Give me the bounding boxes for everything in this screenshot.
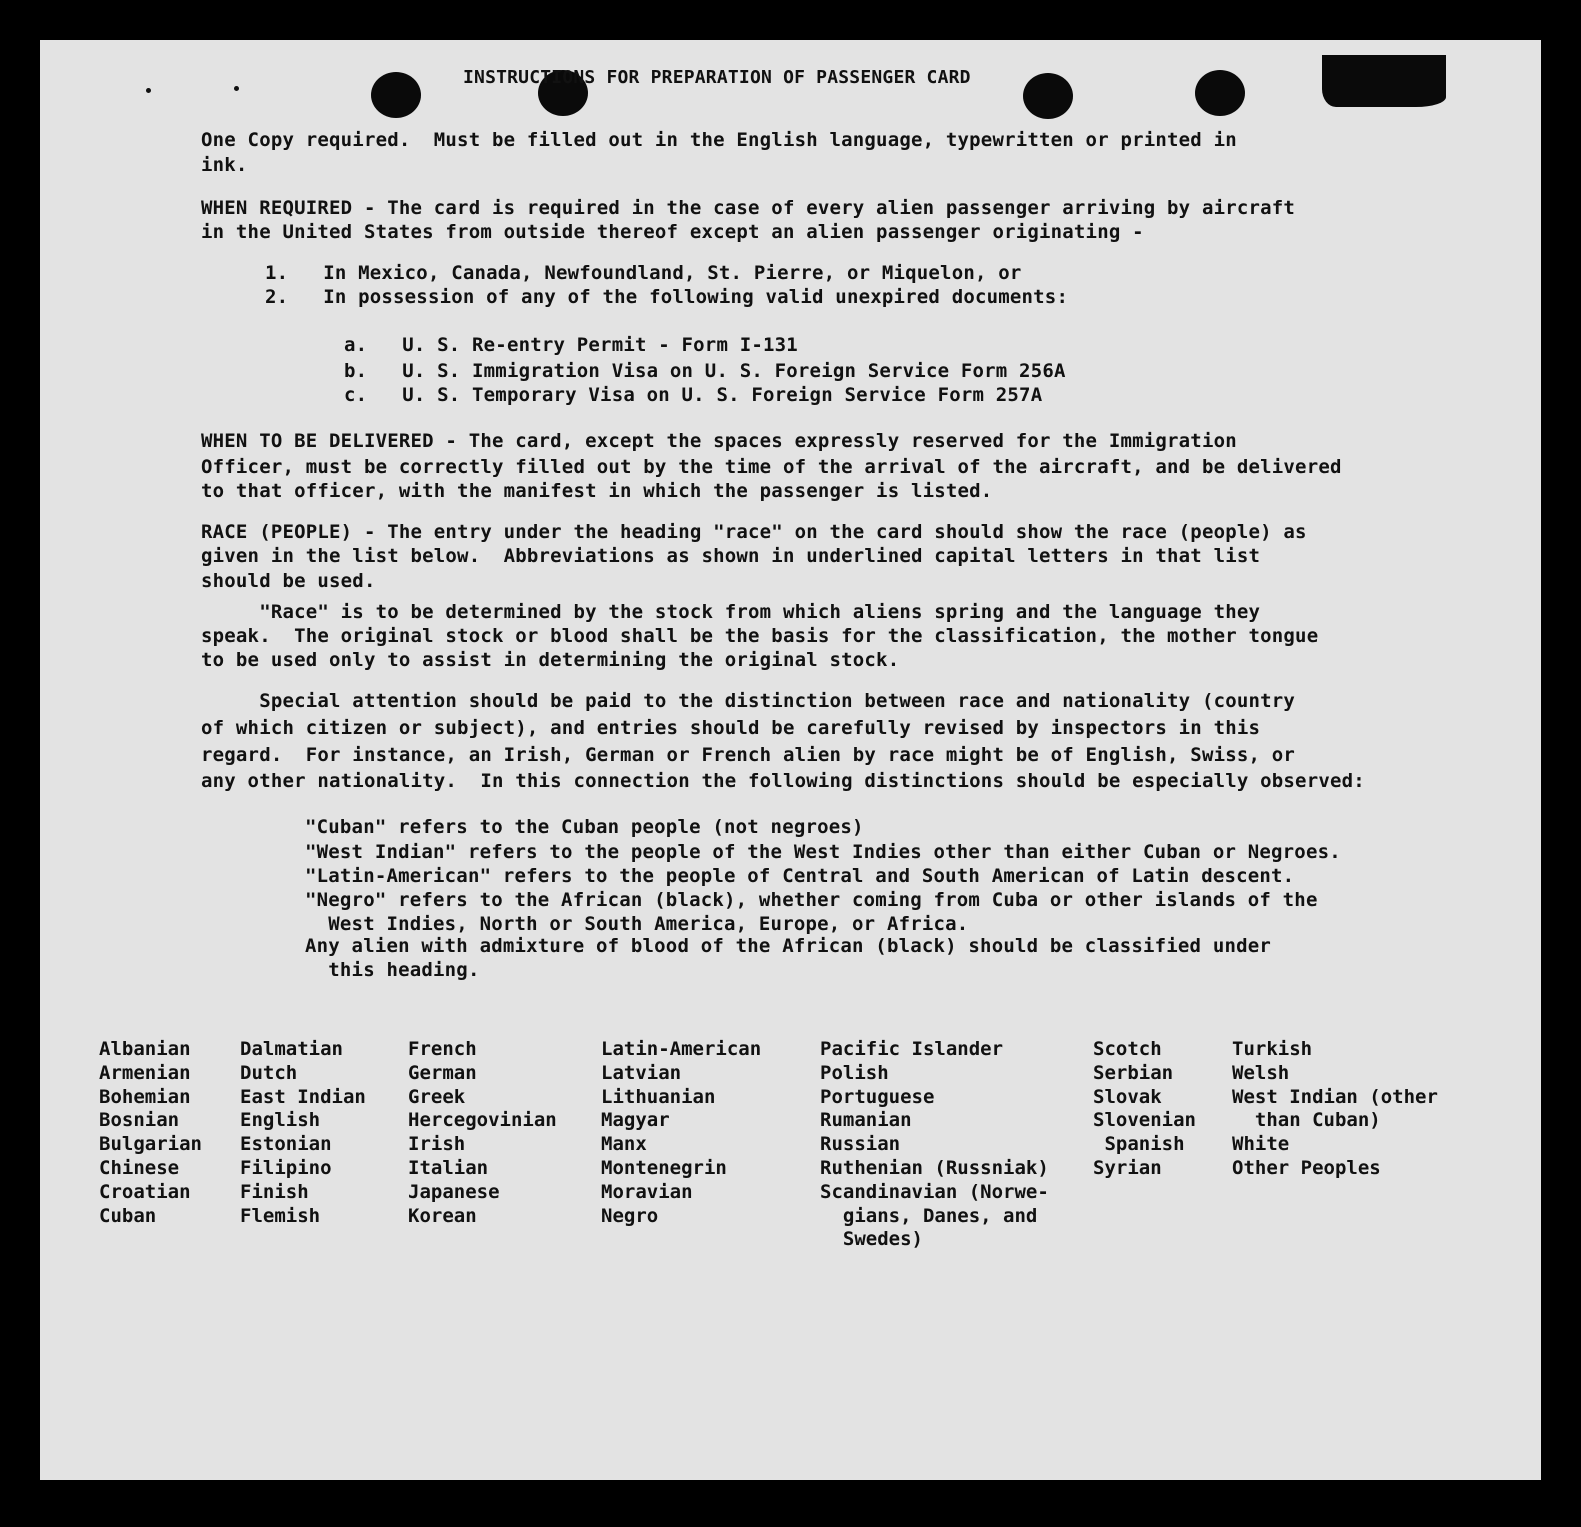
race-column-4 [601, 1038, 761, 1228]
race-entry: Latvian [601, 1061, 682, 1084]
when-required-line-1: WHEN REQUIRED - The card is required in the case of every alien passenger arriving by aircraft [201, 197, 1296, 219]
race-entry: Japanese [408, 1180, 500, 1203]
race-entry: Montenegrin [601, 1156, 727, 1179]
race-entry: Polish [820, 1061, 889, 1084]
race-entry: Turkish [1232, 1038, 1313, 1060]
document-item-c: c. U. S. Temporary Visa on U. S. Foreign Service Form 257A [344, 384, 1043, 406]
distinction-line-7: this heading. [305, 959, 480, 981]
speck [234, 86, 239, 91]
special-attention-line-4: any other nationality. In this connection the following distinctions should be especially observed: [201, 770, 1365, 792]
race-entry: Swedes) [820, 1228, 923, 1251]
distinction-line-5: West Indies, North or South America, Europe, or Africa. [305, 913, 969, 935]
race-entry: Manx [601, 1133, 647, 1156]
race-entry: Hercegovinian [408, 1109, 557, 1132]
intro-line-1: One Copy required. Must be filled out in the English language, typewritten or printed in [201, 129, 1237, 151]
race-entry: than Cuban) [1232, 1109, 1381, 1132]
race-entry: Russian [820, 1133, 901, 1156]
distinction-line-6: Any alien with admixture of blood of the African (black) should be classified under [305, 935, 1272, 957]
punch-hole [1195, 70, 1245, 116]
race-column-5 [820, 1038, 1049, 1252]
when-delivered-line-1: WHEN TO BE DELIVERED - The card, except the spaces expressly reserved for the Immigration [201, 430, 1237, 452]
race-entry: Pacific Islander [820, 1038, 1004, 1060]
speck [146, 88, 151, 93]
race-entry: Syrian [1093, 1156, 1162, 1179]
race-entry: French [408, 1038, 477, 1060]
race-entry: Welsh [1232, 1061, 1290, 1084]
race-entry: English [240, 1109, 321, 1132]
special-attention-line-3: regard. For instance, an Irish, German or French alien by race might be of English, Swiss, or [201, 744, 1296, 766]
race-column-2 [240, 1038, 366, 1228]
document-item-b: b. U. S. Immigration Visa on U. S. Foreign Service Form 256A [344, 360, 1066, 382]
when-required-line-2: in the United States from outside thereof except an alien passenger originating - [201, 221, 1144, 243]
distinction-line-4: "Negro" refers to the African (black), whether coming from Cuba or other islands of the [305, 889, 1318, 911]
special-attention-line-1: Special attention should be paid to the distinction between race and nationality (country [201, 690, 1296, 712]
race-entry: Moravian [601, 1180, 693, 1203]
race-entry: Latin-American [601, 1038, 762, 1060]
race-entry: Rumanian [820, 1109, 912, 1132]
race-definition-line-3: to be used only to assist in determining the original stock. [201, 649, 900, 671]
race-entry: White [1232, 1133, 1290, 1156]
special-attention-line-2: of which citizen or subject), and entries should be carefully revised by inspectors in this [201, 717, 1261, 739]
race-entry: East Indian [240, 1085, 366, 1108]
race-line-2: given in the list below. Abbreviations as shown in underlined capital letters in that list [201, 545, 1261, 567]
race-column-3 [408, 1038, 557, 1228]
exception-item-1: 1. In Mexico, Canada, Newfoundland, St. Pierre, or Miquelon, or [265, 262, 1022, 284]
race-entry: Estonian [240, 1133, 332, 1156]
race-column-6 [1093, 1038, 1196, 1181]
race-entry: West Indian (other [1232, 1085, 1438, 1108]
race-column-1 [99, 1038, 202, 1228]
race-entry: Albanian [99, 1038, 191, 1060]
when-delivered-line-3: to that officer, with the manifest in which the passenger is listed. [201, 480, 993, 502]
race-entry: Croatian [99, 1180, 191, 1203]
race-entry: Chinese [99, 1156, 180, 1179]
race-entry: German [408, 1061, 477, 1084]
distinction-line-2: "West Indian" refers to the people of the West Indies other than either Cuban or Negroes. [305, 841, 1341, 863]
race-entry: Bosnian [99, 1109, 180, 1132]
race-entry: Greek [408, 1085, 466, 1108]
race-entry: Dalmatian [240, 1038, 343, 1060]
race-entry: Bulgarian [99, 1133, 202, 1156]
race-line-3: should be used. [201, 570, 376, 592]
document-item-a: a. U. S. Re-entry Permit - Form I-131 [344, 334, 798, 356]
race-entry: Negro [601, 1204, 659, 1227]
race-entry: Irish [408, 1133, 466, 1156]
punch-hole [1023, 73, 1073, 119]
race-line-1: RACE (PEOPLE) - The entry under the heading "race" on the card should show the race (people) as [201, 521, 1307, 543]
when-delivered-line-2: Officer, must be correctly filled out by the time of the arrival of the aircraft, and be delivered [201, 456, 1342, 478]
race-entry: Cuban [99, 1204, 157, 1227]
punch-hole [371, 72, 421, 118]
exception-item-2: 2. In possession of any of the following valid unexpired documents: [265, 286, 1069, 308]
race-entry: Italian [408, 1156, 489, 1179]
race-entry: Spanish [1093, 1133, 1185, 1156]
race-entry: Magyar [601, 1109, 670, 1132]
race-definition-line-2: speak. The original stock or blood shall be the basis for the classification, the mother tongue [201, 625, 1319, 647]
race-entry: Armenian [99, 1061, 191, 1084]
race-entry: Korean [408, 1204, 477, 1227]
race-entry: Lithuanian [601, 1085, 716, 1108]
race-entry: Scotch [1093, 1038, 1162, 1060]
race-entry: Bohemian [99, 1085, 191, 1108]
race-entry: gians, Danes, and [820, 1204, 1038, 1227]
race-entry: Other Peoples [1232, 1156, 1381, 1179]
distinction-line-1: "Cuban" refers to the Cuban people (not negroes) [305, 816, 864, 838]
distinction-line-3: "Latin-American" refers to the people of Central and South American of Latin descent. [305, 865, 1295, 887]
race-entry: Portuguese [820, 1085, 935, 1108]
page-title: INSTRUCTIONS FOR PREPARATION OF PASSENGER CARD [463, 67, 971, 88]
torn-corner [1322, 55, 1446, 107]
intro-line-2: ink. [201, 154, 248, 176]
race-definition-line-1: "Race" is to be determined by the stock from which aliens spring and the language they [201, 601, 1261, 623]
race-entry: Ruthenian (Russniak) [820, 1156, 1049, 1179]
race-entry: Slovenian [1093, 1109, 1196, 1132]
race-column-7 [1232, 1038, 1438, 1181]
race-entry: Flemish [240, 1204, 321, 1227]
race-entry: Finish [240, 1180, 309, 1203]
race-entry: Slovak [1093, 1085, 1162, 1108]
race-entry: Serbian [1093, 1061, 1174, 1084]
race-entry: Scandinavian (Norwe- [820, 1180, 1049, 1203]
race-entry: Filipino [240, 1156, 332, 1179]
race-entry: Dutch [240, 1061, 298, 1084]
